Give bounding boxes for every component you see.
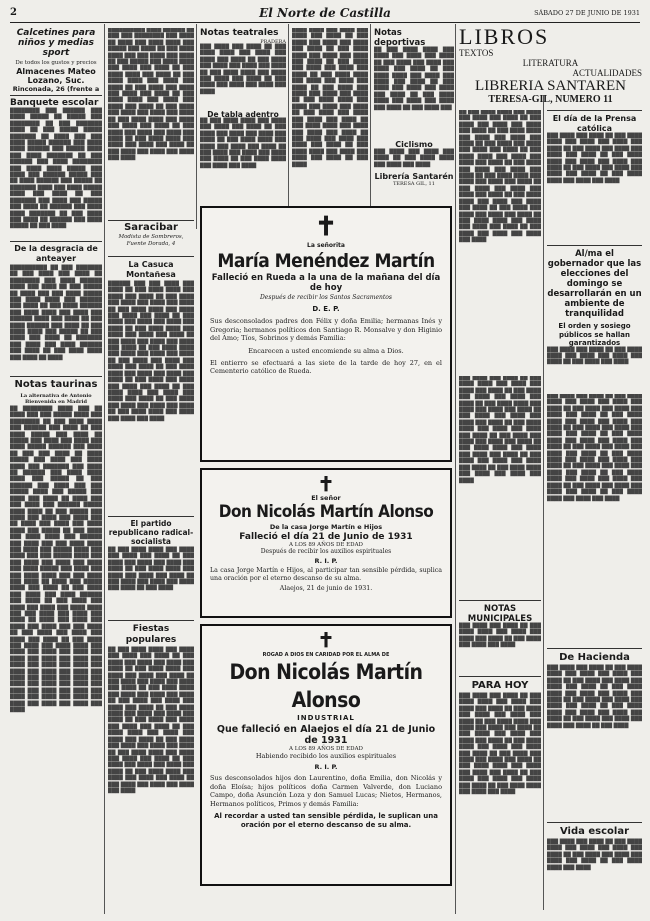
obituary-rip: D. E. P. (312, 305, 340, 313)
libreria-ad-sub: TERESA GIL, 11 (393, 181, 435, 187)
obituary-family: Sus desconsolados padres don Félix y doña Emilia; hermanas Inés y Gregoria; hermanos políticos don Santiago R. Monsalve y don Higinio del Amo; Tíos, Sobrinos y demás Familia: (210, 317, 442, 342)
partido-article: El partido republicano radical-socialista ██ ███ ████ ████ ███ ████ ███ ████ ███ ████ ██ ███ ████ ███ ████ ███ ████ ███ ████ ██ ███ ████ ████ ███ ████ ███ ████ ███ ████ ██ ███ ████ ███ ████ ███ ████ ███ ████ ██ ███ ████ (108, 516, 194, 616)
page-number: 2 (10, 7, 17, 18)
article-subtitle: El orden y sosiego públicos se hallan garantizados (558, 322, 631, 347)
obituary-request: Al recordar a usted tan sensible pérdida, le suplican una oración por el eterno descanso de su alma. (214, 812, 438, 829)
col2-top-text: ██████████ ████ ██████ ██ ███ ███ ████████ ███ ████ ██ ████ ███ ████ ████ ███ █████ ███ ████ ██ ███ ████ ████ ███ ███ ████ ███ ████ ██ ███ █████ ███ ████ ████ ███ ████ ███ ████ ██ ███ ████ ████ ███ ████ ██ ███ ████ ████ ███ ████ ███ ████ ██ ███ ████ ███ ████ ███ ████ ███ ████ ██ ███ ████ ████ ███ ████ ███ ████ ███ ████ ██ ███ ████ ███ ████ ███ ████ ███ ████ ██ ███ ████ ████ ███ ████ ███ ████ ███ ████ ██ ███ ████ ███ ████ ███ ████ ███ ████ ██ ███ ████ ████ ███ ████ ███ ████ ███ ████ ██ ███ ████ ███ ████ ███ ████ ███ ████ (108, 28, 194, 162)
article-title: El partido republicano radical-socialista (108, 519, 194, 546)
column-rule (196, 24, 197, 229)
page-header (10, 6, 640, 23)
libreria-ad-title: Librería Santarén (374, 172, 454, 181)
article-title: Vida escolar (559, 826, 630, 837)
article-title: De la desgracia de anteayer (14, 244, 98, 263)
column-rule (370, 24, 371, 229)
obituary-rip: R. I. P. (314, 557, 338, 565)
teatrales-article: Notas teatrales PRADERA ███ ████ ███ ████ ██ ███ ████ ████ ███ ████ ███ ████ ███ ████ ██ ███ ████ ███ ████ ███ ████ ███ ████ ██ ███ ████ ████ ███ ████ ███ ████ ███ ████ ██ ███ ████ ███ ████ ███ ████ ███ ████ De tabla adentro ██ ███ ████ ████ ███ ████ ███ ████ ███ ████ ██ ███ ████ ███ ████ ███ ████ ███ ████ ██ ███ ████ ████ ███ ████ ███ ████ ███ ████ ██ ███ ████ ███ ████ ███ ████ ███ ████ ██ ███ ████ ████ ███ ████ ███ ████ (200, 28, 286, 169)
article-subtitle: PRADERA (260, 39, 286, 45)
obituary-name: María Menéndez Martín (217, 250, 435, 272)
hosiery-ad (10, 28, 102, 94)
article-title: Ciclismo (395, 140, 433, 149)
ad-subtitle: Modista de Sombreros, Fuente Dorada, 4 (118, 234, 184, 247)
obituary-sacraments: Después de recibir los Santos Sacramentos (260, 294, 392, 301)
libros-actualidades: ACTUALIDADES (572, 68, 642, 78)
obituary-label: La señorita (307, 242, 345, 249)
obituary-sacraments: Habiendo recibido los auxilios espirituales (255, 752, 397, 760)
obituary-burial: El entierro se efectuará a las siete de la tarde de hoy 27, en el Cementerio católico de Rueda. (210, 358, 442, 375)
prensa-article: El día de la Prensa católica ███ ████ ███ ████ ██ ███ ████ ████ ███ ████ ███ ████ ███ ████ ██ ███ ████ ███ ████ ███ ████ ███ ████ ██ ███ ████ ████ ███ ████ ███ ████ ███ ████ ██ ███ ████ ███ ████ ███ ████ ███ ████ ██ ███ ████ ████ ███ ████ ███ ████ (547, 110, 642, 240)
libros-title: LIBROS (459, 26, 550, 49)
obituary-death: Que falleció en Alaejos el día 21 de Junio de 1931 (216, 724, 436, 746)
article-title: La Casuca Montañesa (126, 260, 176, 279)
col6b-text: ███ ████ ███ ████ ██ ███ ████ ████ ███ ████ ███ ████ ███ ████ ██ ███ ████ ███ ████ ███ ████ ███ ████ ██ ███ ████ ████ ███ ████ ███ ████ ███ ████ ██ ███ ████ ███ ████ ███ ████ ███ ████ ██ ███ ████ ████ ███ ████ ███ ████ ███ ████ ██ ███ ████ ███ ████ ███ ████ ███ ████ ██ ███ ████ ████ ███ ████ ███ ████ ███ ████ ██ ███ ████ ███ ████ ███ ████ ███ ████ ██ ███ ████ ████ ███ ████ ███ ████ ███ ████ ██ ███ ████ ███ ████ ███ ████ ███ ████ ██ ███ ████ ████ ███ ████ ███ ████ (547, 394, 642, 502)
obituary-rip: R. I. P. (314, 763, 338, 771)
parahoy-article: PARA HOY ███ ████ ███ ████ ██ ███ ████ ████ ███ ████ ███ ████ ███ ████ ██ ███ ████ ███ ████ ███ ████ ███ ████ ██ ███ ████ ████ ███ ████ ███ ████ ███ ████ ██ ███ ████ ███ ████ ███ ████ ███ ████ ██ ███ ████ ████ ███ ████ ███ ████ ███ ████ ██ ███ ████ ███ ████ ███ ████ ███ ████ ██ ███ ████ ████ ███ ████ ███ ████ ███ ████ ██ ███ ████ ███ ████ ███ ████ ███ ████ ██ ███ ████ ████ ███ ████ ███ ████ (459, 676, 541, 910)
libros-city (459, 105, 642, 106)
column-rule (455, 24, 456, 914)
ad-address: Rinconada, 26 (frente a (12, 85, 100, 93)
article-title: Fiestas populares (125, 624, 177, 645)
article-title: El día de la Prensa católica (552, 114, 637, 133)
ad-store: Almacenes Mateo Lozano, Suc. (16, 67, 96, 85)
obituary-name: Don Nicolás Martín Alonso (229, 660, 423, 712)
obituary-nicolas-1 (200, 468, 452, 618)
obituary-family: Sus desconsolados hijos don Laurentino, doña Emilia, don Nicolás y doña Eloísa; hijos políticos doña Carmen Valverde, don Luciano Campo, doña Asunción Loza y don Samuel Lucas; Nietos, Hermanos, Hermanos políticos, Primos y demás Familia: (210, 774, 442, 808)
cross-icon: ✝ (315, 212, 337, 242)
obituary-death: Falleció en Rueda a la una de la mañana del día de hoy (211, 273, 441, 293)
column-rule (104, 24, 105, 914)
obituary-sacraments: Después de recibir los auxilios espirituales (260, 548, 392, 555)
article-title: De tabla adentro (207, 110, 279, 119)
article-body: ██ ████████ ████ ███ ██ ████ ███ ███ █████ ████ ███ ████████ ██ ███ ████ ████ ███ ██████ ███ ████ ██ ███ ████ █████ ███ ████ ██ █████ ███ ████ ███ ████ ███ ████ █████ ██████ ███ ████ ██ ███ ███ ████ ██ ████ █████ ███ ████ ███ ████ ████ ███ ███████ ███ ████ ██ ██████ ███ ████ ████ ████ ███ █████ ██ ███ ██████ ███ ████ ███ ███ █████ ████ ███ █████ ███ ████ ███ ████ ██ ████ ███ ███ ████ ███ ██████ █████ ████ ████ ██ ███ █████ ███ ████ ███ ████ ███ ████ ███ ██ ████ ███ ████ ███ ████ ████ ███ █████ ██ ███ ████ ███ ████ ████ ███ ██████ ███ ████ ███ ███ ████ ████ ███ ████ ███ █████ ████ ███ ████ ███ ███ █████ ████ ███ ███ ████ ███ ████ ███ ████ ███ ████ █████ ███ ████ ███ ███ ████ ████ ███ ███ ████ ███ ████ ██ ████ ███ █████ ████ ███ ████ ██ ███ ████ ███ ████ ███ ████ ██████ ███ ████ ██ ███ ████ ███ ████ ███ ████ ███ ████ ████ ███ ███ ████ ███ ████ ███ ████ ██ ████ ███ ████ ███ ████ ███ ████ ███ ███ ████ ██ ███ ████ ███ ████ ███ ████ ███ ████ ██ ███ ████ ███ ████ ███ ████ ████ ███ ████ ███ ████ ███ ████ ███ ████ ███ ████ ███ ████ ███ ████ ███ ████ ███ ████ ███ ████ ███ ████ ███ ████ ███ ████ ███ ████ ███ ████ ███ ████ ███ ████ ███ ████ ███ ████ ███ ████ ███ ████ ███ ████ ███ ████ ███ ████ ███ ████ ███ ████ ███ ████ ███ ████ (10, 407, 102, 714)
article-title: De Hacienda (559, 652, 630, 663)
libros-address: TERESA-GIL, NUMERO 11 (488, 94, 613, 105)
obituary-age: A LOS 89 AÑOS DE EDAD (289, 542, 363, 548)
libros-textos: TEXTOS (459, 48, 494, 58)
gobernador-article: Al/ma el gobernador que las elecciones del domingo se desarrollarán en un ambiente de tranquilidad El orden y sosiego públicos se hallan garantizados ███ ████ ███ ████ ██ ███ ████ ████ ███ ████ ███ ████ ███ ████ ██ ███ ████ ███ ████ (547, 245, 642, 390)
saracibar-ad (108, 222, 194, 254)
obituary-death: Falleció el día 21 de Junio de 1931 (239, 532, 413, 542)
obituary-family: La casa Jorge Martín e Hijos, al participar tan sensible pérdida, suplica una oración por el eterno descanso de su alma. (210, 567, 442, 582)
obituary-place: Alaejos, 21 de junio de 1931. (279, 585, 373, 592)
obituary-top: ROGAD A DIOS EN CARIDAD POR EL ALMA DE (262, 652, 390, 658)
article-title: Notas teatrales (200, 28, 279, 38)
article-title: NOTAS MUNICIPALES (467, 604, 533, 624)
ad-title: Saracibar (124, 222, 178, 233)
article-title: PARA HOY (471, 680, 529, 691)
libros-store: LIBRERIA SANTAREN (475, 78, 626, 94)
libros-literatura: LITERATURA (522, 58, 579, 68)
article-title: Notas taurinas (14, 379, 98, 390)
obituary-company: De la casa Jorge Martín e Hijos (269, 523, 383, 531)
masthead: El Norte de Castilla (259, 6, 391, 20)
column-rule (543, 95, 544, 910)
article-title: Al/ma el gobernador que las elecciones del domingo se desarrollarán en un ambiente de tranquilidad (547, 249, 642, 319)
banquete-article (10, 98, 102, 240)
column-rule (288, 24, 289, 229)
article-body: ████████ ███ ██████ ███ ████ █████ ██ █████ ███ ████████ ██ ███ ███████ ████ ██ ███ █████ █████ ███████ ██ ████ ███ ███ ████ █████ ██████ ███ ████ ████ ██████ ███ █████ ████ ███ ████ ███████ ██ ███ ██████ ███ ████ ████████ ███ ████ ████ █████ ███ ████ ███ ██████ █████ ███ ██ ████ ██████ ███ █████ ██ ███████ ████ ███ ████ █████ ████ ███ ████ ██ ███ ███████ ███ ████ ███ █████ ███ ████ ██ ██████ ███ ████ ████ ███████ ██ ███ ████ ███ ████ ██ ██████ ███ ████ █████ ██ ███ ████ (10, 109, 102, 230)
obituary-name: Don Nicolás Martín Alonso (218, 502, 434, 522)
cross-icon: ✝ (317, 628, 335, 652)
desgracia-article (10, 244, 102, 374)
deportivas-article: Notas deportivas ██ ███ ████ ████ ███ ████ ███ ████ ███ ████ ██ ███ ████ ███ ████ ███ ████ ███ ████ ██ ███ ████ ████ ███ ████ ███ ████ ███ ████ ██ ███ ████ ███ ████ ███ ████ ███ ████ ██ ███ ████ ████ ███ ████ ███ ████ ███ ████ ██ ███ ████ ███ Ciclismo ███ ████ ███ ████ ███ ████ ██ ███ ████ ████ ███ ████ ███ ████ Librería Santarén TERESA GIL, 11 (374, 28, 454, 187)
col4-top-text: ████ ████ ███ ████ ███ ████ ███ ████ ██ ███ ████ ███ ████ ███ ████ ███ ████ ██ ███ ████ ████ ███ ████ ███ ████ ███ ████ ██ ███ ████ ███ ████ ███ ████ ███ ████ ██ ███ ████ ████ ███ ████ ███ ████ ███ ████ ██ ███ ████ ███ ████ ███ ████ ███ ████ ██ ███ ████ ████ ███ ████ ███ ████ ███ ████ ██ ███ ████ ███ ████ ███ ████ ███ ████ ██ ███ ████ ████ ███ ████ ███ ████ ███ ████ ██ ███ ████ ███ ████ ███ ████ ███ ████ ██ ███ ████ ████ ███ ████ ███ ████ ███ ████ ██ ███ ████ (292, 28, 368, 168)
ad-title: Calcetines para niños y medias sport (16, 28, 96, 58)
col6a-text-2: ███ ████ ███ ████ ██ ███ ████ ████ ███ ████ ███ ████ ███ ████ ██ ███ ████ ███ ████ ███ ████ ███ ████ ██ ███ ████ ████ ███ ████ ███ ████ ███ ████ ██ ███ ████ ███ ████ ███ ████ ███ ████ ██ ███ ████ ████ ███ ████ ███ ████ ███ ████ ██ ███ ████ ███ ████ ███ ████ ███ ████ ██ ███ ████ ████ ███ ████ ███ ████ ███ ████ ██ ███ ████ ███ ████ ███ ████ ███ ████ ██ ███ ████ ████ ███ ████ ███ ████ ███ ████ (459, 376, 541, 484)
casuca-article (108, 260, 194, 512)
cross-icon: ✝ (317, 472, 335, 496)
article-title: Banquete escolar (10, 98, 99, 108)
article-body: ██████ ███ ███ ████ ███ ████ ██ ███ ████ ████ ███ ████ ███ ████ ██ ███ ████ ███ ████ ███ ████ ███ ████ ██ ███ ████ ████ ███ ████ ███ ████ ███ ████ ██ ███ ████ ███ ████ ███ ████ ███ ████ ██ ███ ████ ████ ███ ████ ███ ████ ███ ████ ██ ███ ████ ███ ████ ███ ████ ███ ████ ██ ███ ████ ████ ███ ████ ███ ████ ███ ████ ██ ███ ████ ███ ████ ███ ████ ███ ████ ██ ███ ████ ████ ███ ████ ███ ████ ███ ████ ██ ███ ████ ███ ████ ███ ████ ███ ████ ██ ███ ████ ████ ███ ████ ███ ████ ███ ████ ██ ███ ████ ███ ████ ███ ████ ███ ████ ██ ███ ████ ████ ███ ████ ███ ████ ███ ████ (108, 282, 194, 422)
vida-escolar-article: Vida escolar ███ ████ ███ ████ ██ ███ ████ ████ ███ ████ ███ ████ ███ ████ ██ ███ ████ ███ ████ ███ ████ ███ ████ ██ ███ ████ ████ ███ ████ (547, 822, 642, 910)
obituary-age: A LOS 89 AÑOS DE EDAD (289, 746, 363, 752)
taurinas-article (10, 379, 102, 909)
article-body: ██████████ ██ ███ ███████ ██ ███ ████ ███ ████ ██ ████████ ███ ████ ██████ ████ ███ ████ ██ ███ █████ ██ ████ ███ ███ ████ █████ ███ ████ ████ ███ ██████ ███ ████ ██ ███ ████ ██████ ███ ████ ████ ███ ████ ███ ██████ ████ ███ ████ ██ ███ ████ ██████ ███ ████ ██ ███ ████ ████ ███ █████ ██ ███ ████ ███ ████ ██ ███████ ███ ████ ███ ████ ██████ ███ ████ ██ ███ ████ ████ ███ ████ ██ ████ (10, 266, 102, 361)
hacienda-article: De Hacienda ███ ████ ███ ████ ██ ███ ████ ████ ███ ████ ███ ████ ███ ████ ██ ███ ████ ███ ████ ███ ████ ███ ████ ██ ███ ████ ████ ███ ████ ███ ████ ███ ████ ██ ███ ████ ███ ████ ███ ████ ███ ████ ██ ███ ████ ████ ███ ████ ███ ████ ███ ████ ██ ███ ████ ███ ████ ███ ████ ███ ████ ██ ███ ████ (547, 648, 642, 818)
obituary-maria (200, 206, 452, 462)
fiestas-article: Fiestas populares ██ ███ ████ ████ ███ ████ ███ ████ ███ ████ ██ ███ ████ ███ ████ ███ ████ ███ ████ ██ ███ ████ ████ ███ ████ ███ ████ ███ ████ ██ ███ ████ ███ ████ ███ ████ ███ ████ ██ ███ ████ ████ ███ ████ ███ ████ ███ ████ ██ ███ ████ ███ ████ ███ ████ ███ ████ ██ ███ ████ ████ ███ ████ ███ ████ ███ ████ ██ ███ ████ ███ ████ ███ ████ ███ ████ ██ ███ ████ ████ ███ ████ ███ ████ ███ ████ ██ ███ ████ ███ ████ ███ ████ ███ ████ ██ ███ ████ ████ ███ ████ ███ ████ ███ ████ ██ ███ ████ ███ ████ ███ ████ ███ ████ ██ ███ ████ ████ ███ ████ ███ ████ ███ ████ ██ ███ ████ ███ ████ ███ ████ ███ ████ (108, 620, 194, 910)
obituary-request: Encarecen a usted encomiende su alma a Dios. (248, 346, 404, 355)
obituary-label: El señor (311, 494, 341, 502)
ad-subtitle: De todos los gustos y precios (15, 60, 97, 66)
article-subtitle: La alternativa de Antonio Bienvenida en Madrid (20, 393, 92, 405)
issue-date: SÁBADO 27 DE JUNIO DE 1931 (534, 9, 640, 17)
article-title: Notas deportivas (374, 28, 426, 48)
municipales-article: NOTAS MUNICIPALES ███ ████ ███ ████ ██ ███ ████ ████ ███ ████ ███ ████ ███ ████ ██ ███ ████ ███ ████ ███ ████ (459, 600, 541, 670)
obituary-nicolas-2 (200, 624, 452, 886)
libros-ad (459, 26, 642, 106)
col6a-text: ██ ███ ████ ████ ███ ████ ███ ████ ███ ████ ██ ███ ████ ███ ████ ███ ████ ███ ████ ██ ███ ████ ████ ███ ████ ███ ████ ███ ████ ██ ███ ████ ███ ████ ███ ████ ███ ████ ██ ███ ████ ████ ███ ████ ███ ████ ███ ████ ██ ███ ████ ███ ████ ███ ████ ███ ████ ██ ███ ████ ████ ███ ████ ███ ████ ███ ████ ██ ███ ████ ███ ████ ███ ████ ███ ████ ██ ███ ████ ████ ███ ████ ███ ████ ███ ████ ██ ███ ████ ███ ████ ███ ████ ███ ████ ██ ███ ████ ████ ███ ████ ███ ████ ███ ████ ██ ███ ████ ███ ████ ███ ████ ███ ████ (459, 110, 541, 244)
obituary-profession: INDUSTRIAL (297, 714, 355, 722)
